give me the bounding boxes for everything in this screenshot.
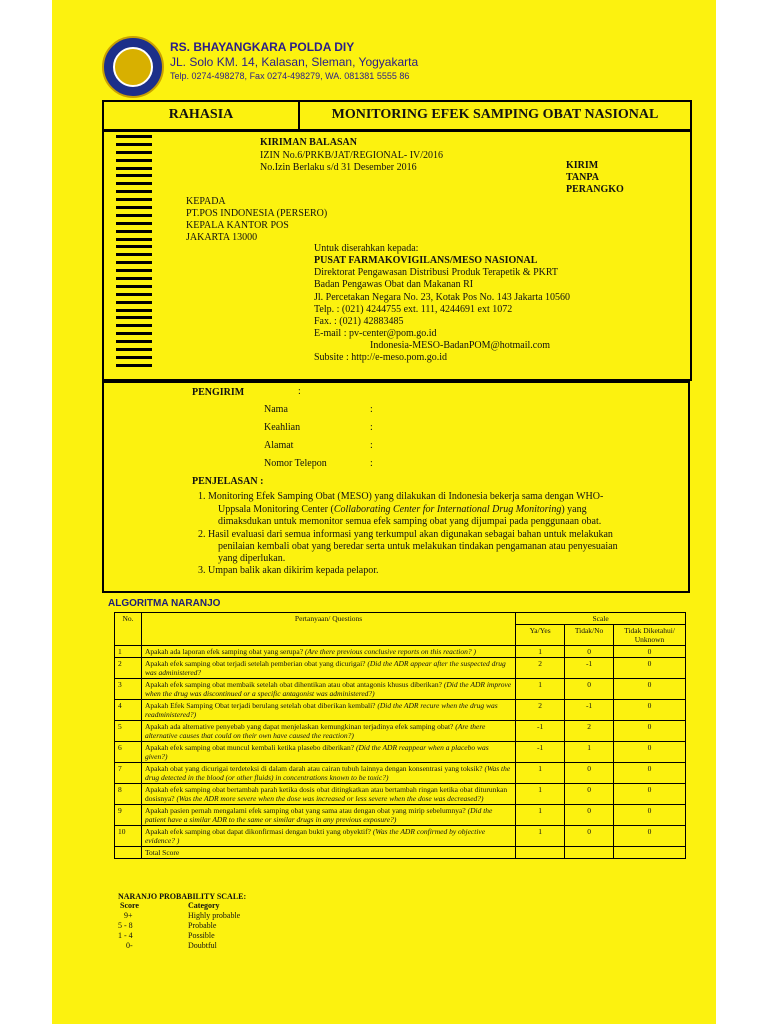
explanation-1a: 1. Monitoring Efek Samping Obat (MESO) yang dilakukan di Indonesia bekerja sama dengan WHO- xyxy=(198,491,604,502)
address-colon: : xyxy=(370,440,373,451)
address-label: Alamat xyxy=(264,440,294,451)
explanation-title: PENJELASAN : xyxy=(192,476,264,487)
yes-score: 2 xyxy=(516,700,565,721)
unknown-score: 0 xyxy=(614,784,686,805)
yes-score: 1 xyxy=(516,784,565,805)
yes-score: 1 xyxy=(516,646,565,658)
naranjo-table xyxy=(114,612,686,859)
table-row xyxy=(115,805,686,826)
recipient-name: PUSAT FARMAKOVIGILANS/MESO NASIONAL xyxy=(314,255,538,266)
sender-box xyxy=(102,381,690,593)
unknown-score: 0 xyxy=(614,700,686,721)
recipient-phone: Telp. : (021) 4244755 ext. 111, 4244691 ext 1072 xyxy=(314,304,513,315)
name-colon: : xyxy=(370,404,373,415)
total-row xyxy=(115,847,686,859)
phone-label: Nomor Telepon xyxy=(264,458,327,469)
col-header-question: Pertanyaan/ Questions xyxy=(141,613,515,646)
score-value: 1 - 4 xyxy=(118,931,133,940)
score-value: 0- xyxy=(126,941,133,950)
deliver-to-label: Untuk diserahkan kepada: xyxy=(314,243,419,254)
no-score: -1 xyxy=(565,658,614,679)
no-score: 0 xyxy=(565,679,614,700)
row-number: 7 xyxy=(115,763,142,784)
unknown-score: 0 xyxy=(614,742,686,763)
recipient-website: Subsite : http://e-meso.pom.go.id xyxy=(314,352,448,363)
category-value: Doubtful xyxy=(188,941,217,950)
table-row xyxy=(115,646,686,658)
yes-score: -1 xyxy=(516,721,565,742)
no-score: 0 xyxy=(565,826,614,847)
col-header-no-answer: Tidak/No xyxy=(565,625,614,646)
recipient-agency: Badan Pengawas Obat dan Makanan RI xyxy=(314,279,474,290)
question-cell: Apakah ada alternative penyebab yang dapat menjelaskan kemungkinan terjadinya efek samping obat? (Are there alternative causes that could on their own have caused the reaction?) xyxy=(141,721,515,742)
expertise-colon: : xyxy=(370,422,373,433)
yes-score: 2 xyxy=(516,658,565,679)
form-page xyxy=(52,0,716,1024)
table-row xyxy=(115,658,686,679)
send-label: KIRIM xyxy=(566,160,599,171)
recipient-email: E-mail : pv-center@pom.go.id xyxy=(314,328,437,339)
score-value: 9+ xyxy=(124,911,133,920)
row-number: 1 xyxy=(115,646,142,658)
question-cell: Apakah pasien pernah mengalami efek samping obat yang sama atau dengan obat yang mirip sebelumnya? (Did the patient have a similar ADR to the same or similar drugs in any previous exposure?) xyxy=(141,805,515,826)
no-score: 2 xyxy=(565,721,614,742)
row-number: 3 xyxy=(115,679,142,700)
row-number: 9 xyxy=(115,805,142,826)
unknown-score: 0 xyxy=(614,763,686,784)
hospital-address: JL. Solo KM. 14, Kalasan, Sleman, Yogyakarta xyxy=(170,55,419,69)
col-header-unknown: Tidak Diketahui/ Unknown xyxy=(614,625,686,646)
yes-score: 1 xyxy=(516,763,565,784)
category-value: Probable xyxy=(188,921,217,930)
yes-score: 1 xyxy=(516,805,565,826)
question-cell: Apakah efek samping obat muncul kembali ketika plasebo diberikan? (Did the ADR reappear when a placebo was given?) xyxy=(141,742,515,763)
explanation-3: 3. Umpan balik akan dikirim kepada pelapor. xyxy=(198,565,379,576)
hospital-phone: Telp. 0274-498278, Fax 0274-498279, WA. 081381 5555 86 xyxy=(170,71,410,81)
unknown-score: 0 xyxy=(614,721,686,742)
col-header-yes: Ya/Yes xyxy=(516,625,565,646)
category-value: Possible xyxy=(188,931,215,940)
without-label: TANPA xyxy=(566,172,599,183)
explanation-2a: 2. Hasil evaluasi dari semua informasi yang terkumpul akan digunakan sebagai bahan untuk melakukan xyxy=(198,529,613,540)
yes-score: -1 xyxy=(516,742,565,763)
no-score: 0 xyxy=(565,763,614,784)
recipient-directorate: Direktorat Pengawasan Distribusi Produk Terapetik & PKRT xyxy=(314,267,559,278)
question-cell: Apakah obat yang dicurigai terdeteksi di dalam darah atau cairan tubuh lainnya dengan konsentrasi yang toksik? (Was the drug detected in the blood (or other fluids) in concentrations known to be toxic?) xyxy=(141,763,515,784)
no-score: 0 xyxy=(565,646,614,658)
no-score: -1 xyxy=(565,700,614,721)
question-cell: Apakah efek samping obat dapat dikonfirmasi dengan bukti yang obyektif? (Was the ADR confirmed by objective evidence? ) xyxy=(141,826,515,847)
unknown-score: 0 xyxy=(614,679,686,700)
table-row xyxy=(115,763,686,784)
name-label: Nama xyxy=(264,404,288,415)
unknown-score: 0 xyxy=(614,646,686,658)
phone-colon: : xyxy=(370,458,373,469)
permit-validity: No.Izin Berlaku s/d 31 Desember 2016 xyxy=(260,162,417,173)
explanation-2c: yang diperlukan. xyxy=(218,553,286,564)
recipient-email-2: Indonesia-MESO-BadanPOM@hotmail.com xyxy=(370,340,551,351)
table-row xyxy=(115,826,686,847)
row-number: 5 xyxy=(115,721,142,742)
post-head: KEPALA KANTOR POS xyxy=(186,220,289,231)
reply-mail-label: KIRIMAN BALASAN xyxy=(260,137,357,148)
explanation-1b: Uppsala Monitoring Center (Collaborating Center for International Drug Monitoring) yang xyxy=(218,504,587,515)
explanation-1c: dimaksdukan untuk memonitor semua efek samping obat yang dijumpai pada penggunaan obat. xyxy=(218,516,602,527)
question-cell: Apakah efek samping obat terjadi setelah pemberian obat yang dicurigai? (Did the ADR appear after the suspected drug was administered? xyxy=(141,658,515,679)
recipient-fax: Fax. : (021) 42883485 xyxy=(314,316,404,327)
table-row xyxy=(115,679,686,700)
row-number: 4 xyxy=(115,700,142,721)
recipient-address: Jl. Percetakan Negara No. 23, Kotak Pos No. 143 Jakarta 10560 xyxy=(314,292,571,303)
barcode-bars xyxy=(116,135,152,372)
unknown-score: 0 xyxy=(614,658,686,679)
algorithm-title: ALGORITMA NARANJO xyxy=(108,598,221,609)
table-row xyxy=(115,742,686,763)
question-cell: Apakah efek samping obat membaik setelah obat dihentikan atau obat antagonis khusus diberikan? (Did the ADR improve when the drug was discontinued or a specific antagonist was administered?) xyxy=(141,679,515,700)
yes-score: 1 xyxy=(516,826,565,847)
explanation-2b: penilaian kembali obat yang beredar serta untuk melakukan tindakan pengamanan atau penyesuaian xyxy=(218,541,618,552)
question-cell: Apakah Efek Samping Obat terjadi berulang setelah obat diberikan kembali? (Did the ADR recure when the drug was readministered?) xyxy=(141,700,515,721)
sender-title: PENGIRIM xyxy=(192,387,245,398)
row-number: 10 xyxy=(115,826,142,847)
col-header-no: No. xyxy=(115,613,142,646)
table-row xyxy=(115,784,686,805)
row-number: 8 xyxy=(115,784,142,805)
post-company: PT.POS INDONESIA (PERSERO) xyxy=(186,208,328,219)
expertise-label: Keahlian xyxy=(264,422,301,433)
confidential-label: RAHASIA xyxy=(168,107,234,122)
table-row xyxy=(115,700,686,721)
hospital-logo xyxy=(102,36,164,98)
sender-colon: : xyxy=(298,386,301,397)
table-row xyxy=(115,721,686,742)
to-label: KEPADA xyxy=(186,196,226,207)
total-score-label: Total Score xyxy=(141,847,515,859)
col-header-scale: Scale xyxy=(516,613,686,625)
permit-number: IZIN No.6/PRKB/JAT/REGIONAL- IV/2016 xyxy=(260,150,444,161)
score-header: Score xyxy=(120,901,139,910)
question-cell: Apakah ada laporan efek samping obat yang serupa? (Are there previous conclusive reports on this reaction? ) xyxy=(141,646,515,658)
unknown-score: 0 xyxy=(614,805,686,826)
row-number: 6 xyxy=(115,742,142,763)
no-score: 1 xyxy=(565,742,614,763)
yes-score: 1 xyxy=(516,679,565,700)
category-value: Highly probable xyxy=(188,911,241,920)
category-header: Category xyxy=(188,901,220,910)
hospital-name: RS. BHAYANGKARA POLDA DIY xyxy=(170,40,355,54)
no-score: 0 xyxy=(565,805,614,826)
question-cell: Apakah efek samping obat bertambah parah ketika dosis obat ditingkatkan atau bertambah ringan ketika obat diturunkan dosisnya? (Was the ADR more severe when the dose was increased or less severe when the dose was decreased?) xyxy=(141,784,515,805)
no-score: 0 xyxy=(565,784,614,805)
probability-title: NARANJO PROBABILITY SCALE: xyxy=(118,892,247,901)
post-city: JAKARTA 13000 xyxy=(186,232,258,243)
row-number: 2 xyxy=(115,658,142,679)
score-value: 5 - 8 xyxy=(118,921,133,930)
form-title: MONITORING EFEK SAMPING OBAT NASIONAL xyxy=(331,107,659,122)
stamp-label: PERANGKO xyxy=(566,184,624,195)
unknown-score: 0 xyxy=(614,826,686,847)
